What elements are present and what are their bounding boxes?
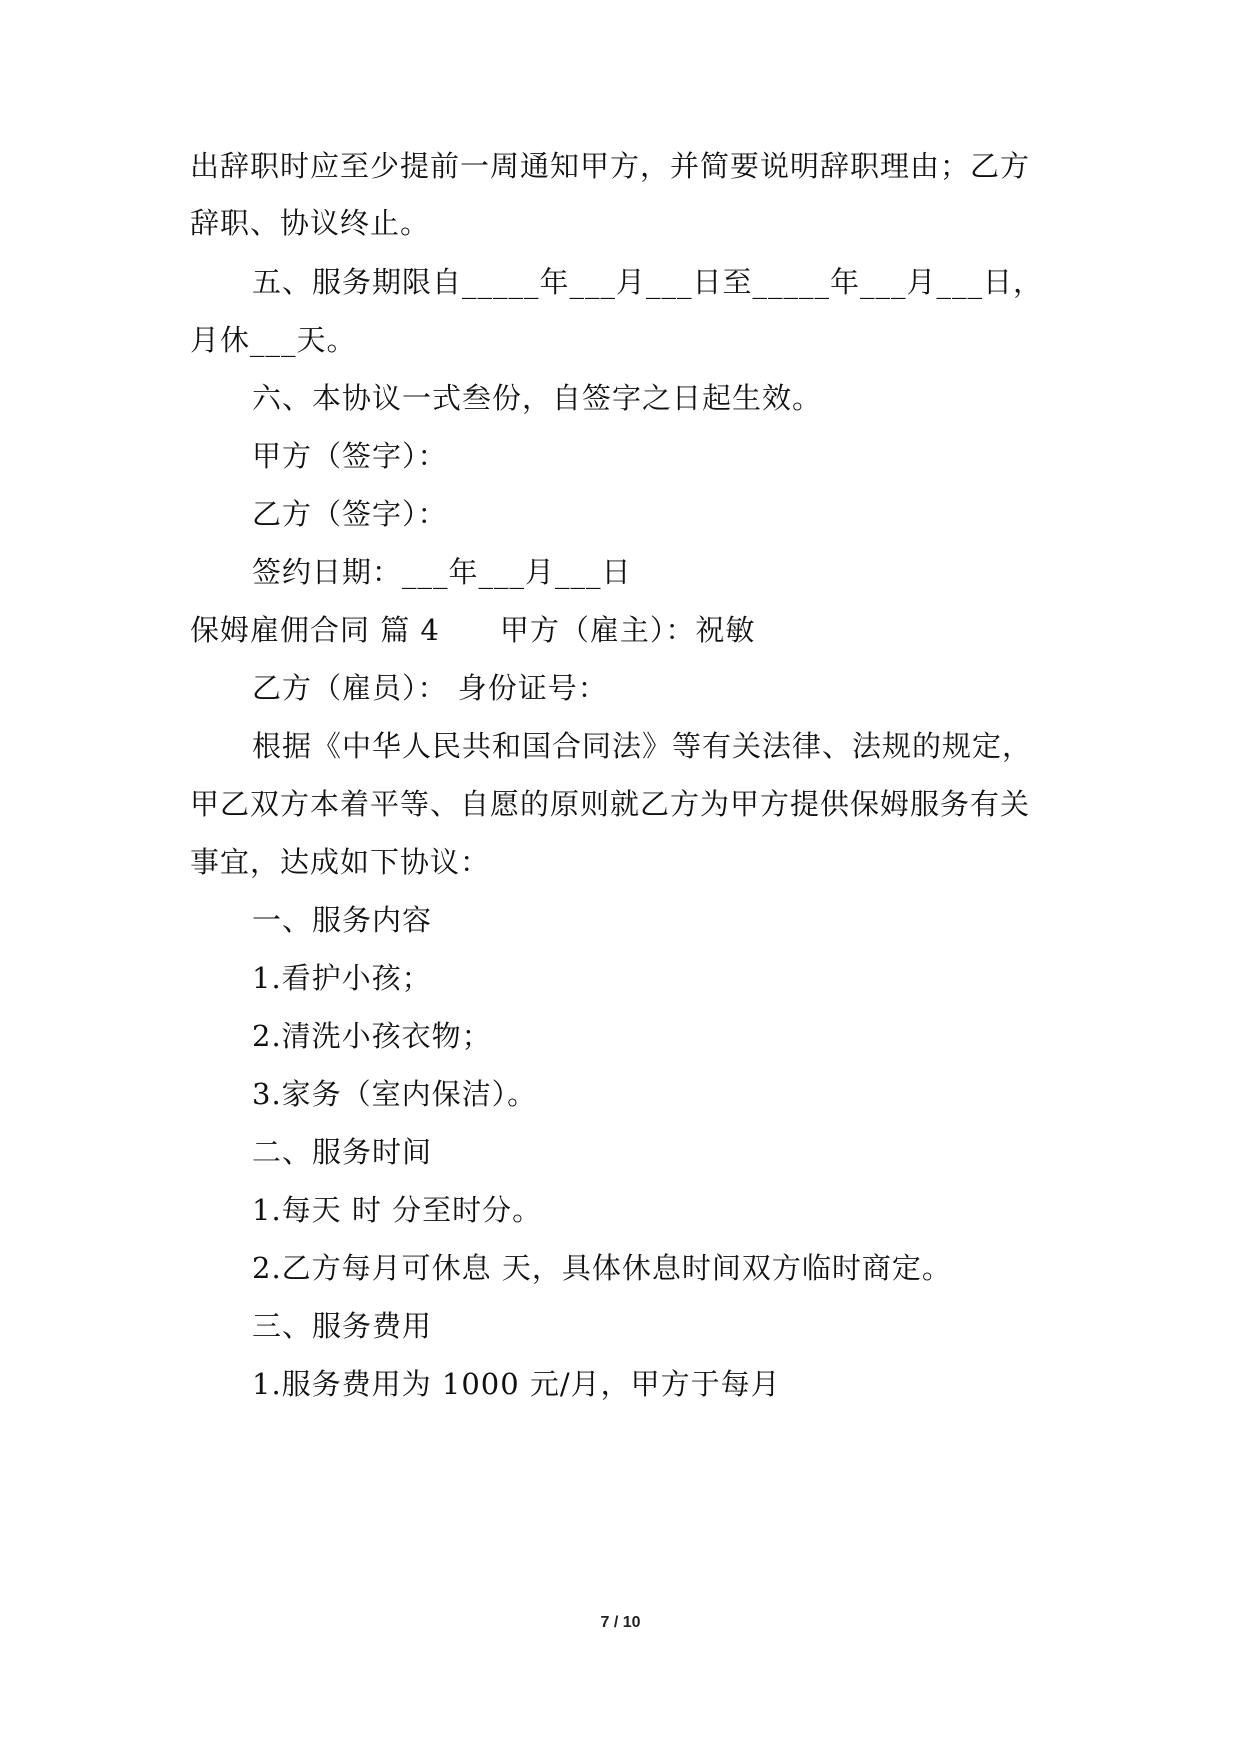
- list-item: 2.乙方每月可休息 天，具体休息时间双方临时商定。: [252, 1251, 952, 1285]
- section-title: 二、服务时间: [252, 1135, 433, 1169]
- text-line: 甲乙双方本着平等、自愿的原则就乙方为甲方提供保姆服务有关: [190, 787, 1031, 821]
- text-line: 根据《中华人民共和国合同法》等有关法律、法规的规定，: [252, 729, 1033, 763]
- section-heading-line: [190, 610, 755, 650]
- text-line: 六、本协议一式叁份，自签字之日起生效。: [252, 381, 823, 415]
- section-title: 三、服务费用: [252, 1309, 433, 1343]
- text-line: 辞职、协议终止。: [190, 206, 431, 240]
- list-item: 1.看护小孩；: [252, 961, 432, 995]
- text-line: 月休___天。: [190, 323, 357, 357]
- party-a-line: 甲方（雇主）：祝敏: [499, 613, 756, 647]
- list-item: 1.每天 时 分至时分。: [252, 1193, 543, 1227]
- party-b-line: 乙方（雇员）： 身份证号：: [252, 671, 608, 705]
- text-line: 五、服务期限自_____年___月___日至_____年___月___日，: [252, 265, 1044, 299]
- list-item: 1.服务费用为 1000 元/月，甲方于每月: [252, 1367, 781, 1401]
- contract-heading: 保姆雇佣合同 篇 4: [190, 613, 440, 647]
- text-line: 事宜，达成如下协议：: [190, 845, 491, 879]
- text-line: 出辞职时应至少提前一周通知甲方，并简要说明辞职理由；乙方: [190, 149, 1031, 183]
- signing-date-line: 签约日期：___年___月___日: [252, 555, 632, 589]
- list-item: 2.清洗小孩衣物；: [252, 1019, 492, 1053]
- signature-line-party-a: 甲方（签字）：: [252, 439, 448, 473]
- page-number: 7 / 10: [600, 1614, 641, 1631]
- list-item: 3.家务（室内保洁）。: [252, 1077, 538, 1111]
- section-title: 一、服务内容: [252, 903, 433, 937]
- signature-line-party-b: 乙方（签字）：: [252, 497, 448, 531]
